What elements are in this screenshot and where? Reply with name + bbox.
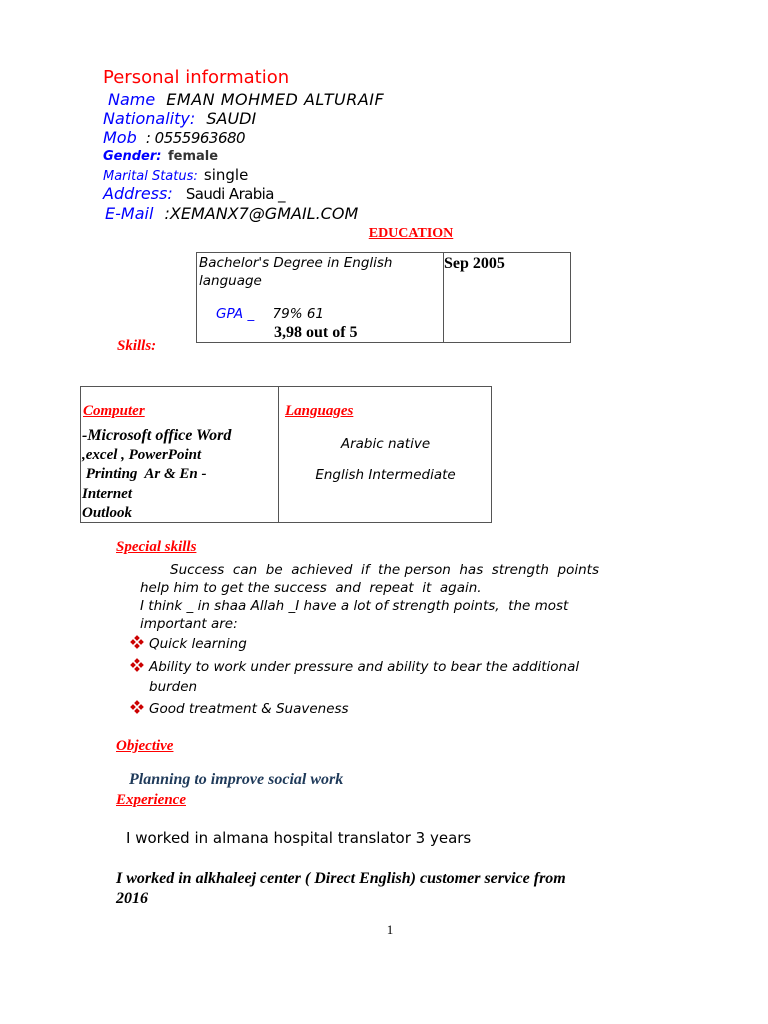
special-para-1-line-1: [140, 561, 652, 579]
name-label: Name: [108, 90, 156, 109]
gpa-value: 79% 61: [272, 306, 324, 322]
name-row: [108, 90, 384, 109]
nationality-row: [103, 109, 256, 128]
address-value: Saudi Arabia _: [185, 185, 285, 203]
bullet-item-continuation: burden: [149, 679, 198, 695]
email-row: [105, 204, 358, 223]
gender-label: Gender:: [103, 149, 162, 164]
gender-value: female: [168, 149, 219, 164]
computer-skill-item: -Microsoft office Word: [82, 427, 232, 444]
experience-heading: Experience: [116, 792, 186, 808]
degree-line-1: Bachelor's Degree in English: [199, 255, 393, 271]
personal-info-heading: Personal information: [103, 67, 290, 88]
email-value: :XEMANX7@GMAIL.COM: [164, 204, 359, 223]
objective-heading: Objective: [116, 738, 174, 754]
gender-row: [103, 149, 218, 164]
page-number: 1: [386, 922, 394, 937]
experience-item-2-line-1: I worked in alkhaleej center ( Direct English) customer service from: [116, 870, 566, 887]
diamond-bullet-icon: [130, 700, 144, 714]
skills-table-divider: [278, 386, 279, 523]
special-para-1-line-1-text: Success can be achieved if the person has strength points: [170, 562, 600, 578]
nationality-label: Nationality:: [103, 109, 196, 128]
name-value: EMAN MOHMED ALTURAIF: [166, 90, 385, 109]
computer-skill-item: Outlook: [82, 505, 133, 521]
marital-label: Marital Status:: [103, 169, 198, 184]
mob-value: : 0555963680: [145, 129, 246, 147]
experience-item-2-line-2: 2016: [116, 890, 148, 907]
experience-item: [116, 869, 566, 909]
nationality-value: SAUDI: [206, 109, 257, 128]
special-skills-heading: Special skills: [116, 539, 197, 555]
marital-row: [103, 166, 248, 184]
special-para-2-line-1: I think _ in shaa Allah _I have a lot of strength points, the most: [140, 598, 569, 614]
education-date: Sep 2005: [444, 255, 505, 272]
computer-skill-item: Internet: [82, 485, 133, 502]
computer-skill-item: Printing Ar & En -: [82, 466, 207, 482]
languages-heading: Languages: [285, 403, 354, 419]
computer-skills-list: [82, 426, 231, 524]
marital-value: single: [203, 166, 249, 184]
address-row: [103, 184, 285, 203]
email-label: E-Mail: [105, 204, 154, 223]
computer-skill-item: ,excel , PowerPoint: [82, 446, 202, 463]
language-item: Arabic native: [340, 436, 431, 452]
skills-heading: Skills:: [117, 338, 157, 354]
address-label: Address:: [103, 184, 173, 203]
degree-line-2: language: [199, 273, 262, 289]
mob-label: Mob: [103, 128, 137, 147]
diamond-bullet-icon: [130, 635, 144, 649]
diamond-bullet-icon: [130, 658, 144, 672]
bullet-item: Good treatment & Suaveness: [149, 701, 349, 717]
bullet-item: Quick learning: [149, 636, 247, 652]
special-para-2-line-2: important are:: [140, 616, 238, 632]
experience-item: I worked in almana hospital translator 3 years: [126, 829, 472, 847]
education-heading: EDUCATION: [368, 226, 454, 241]
gpa-row: [216, 306, 324, 322]
gpa-scale: 3,98 out of 5: [274, 324, 358, 341]
special-para-1-line-2: help him to get the success and repeat it again.: [140, 580, 482, 596]
gpa-label: GPA _: [216, 306, 255, 322]
mob-row: [103, 128, 245, 147]
computer-heading: Computer: [83, 403, 145, 419]
special-skills-text: [140, 561, 652, 633]
language-item: English Intermediate: [315, 467, 456, 483]
bullet-item: Ability to work under pressure and ability to bear the additional: [149, 659, 580, 675]
degree-text: [199, 254, 392, 290]
objective-text: Planning to improve social work: [129, 771, 344, 788]
